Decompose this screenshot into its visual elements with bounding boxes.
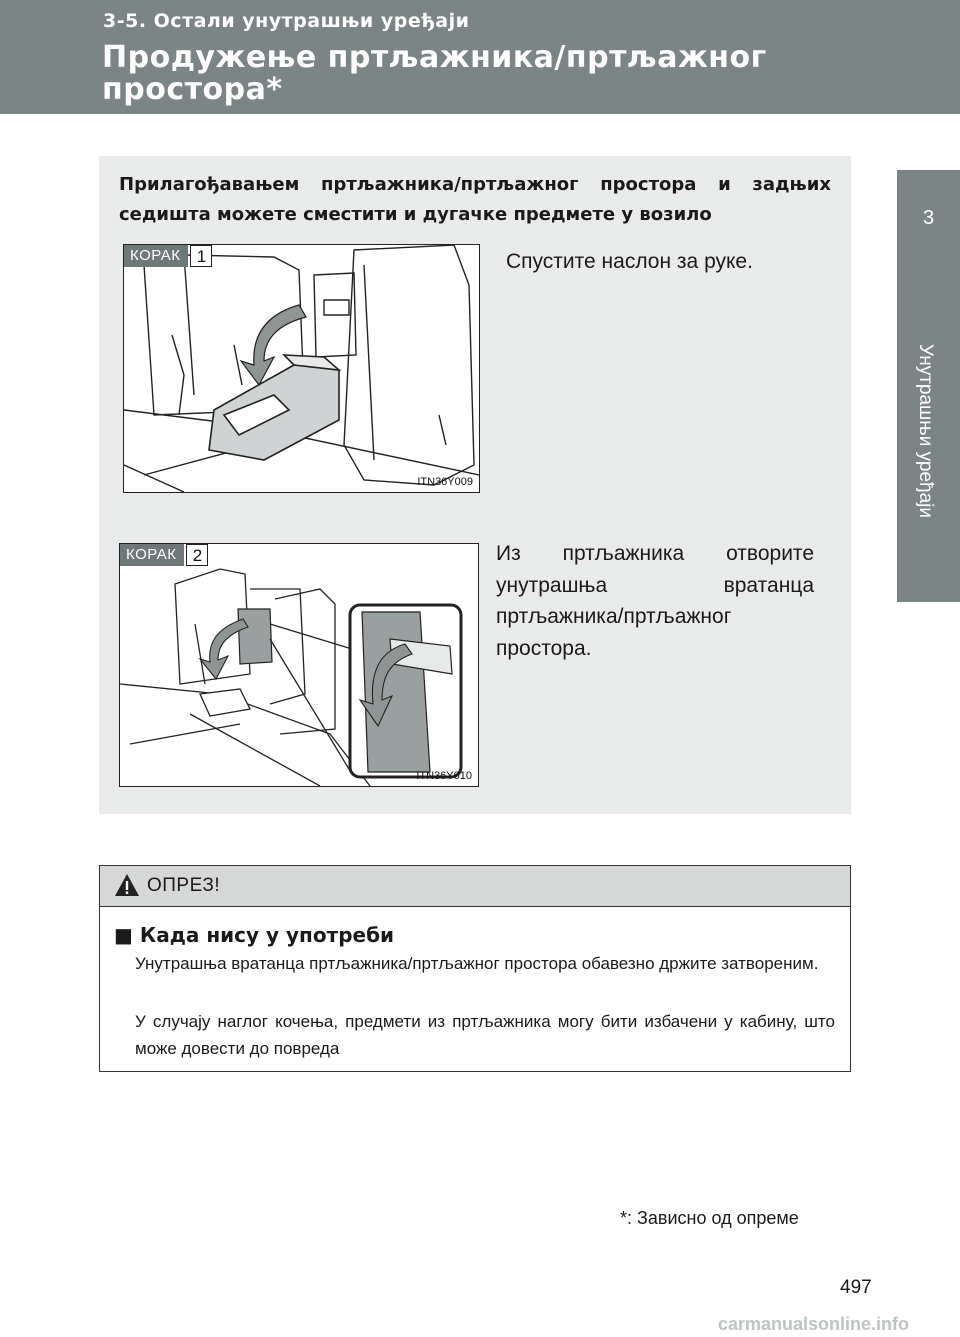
page-title-line1: Продужење пртљажника/пртљажног <box>102 40 767 75</box>
page-number: 497 <box>840 1277 872 1298</box>
step2-badge <box>120 544 208 566</box>
caution-box <box>99 865 851 1072</box>
page-title <box>102 42 767 106</box>
page-header <box>0 0 960 114</box>
step2-image-code: ITN36Y010 <box>416 770 472 782</box>
step1-illustration <box>123 244 480 493</box>
caution-paragraph-2: У случају наглог кочења, предмети из пртљажника могу бити избачени у кабину, што може довести до повреда <box>135 1012 835 1058</box>
step1-label: КОРАК <box>124 245 188 267</box>
chapter-label: Унутрашњи уређаји <box>915 343 936 518</box>
step2-number: 2 <box>186 544 208 566</box>
step2-text: Из пртљажника отворите унутрашња вратанца пртљажника/пртљажног простора. <box>496 542 814 660</box>
caution-subheading <box>114 923 394 947</box>
caution-subheading-text: Када нису у употреби <box>139 923 395 947</box>
chapter-tab <box>897 170 960 602</box>
step2-illustration <box>119 543 479 787</box>
watermark: carmanualsonline.info <box>718 1314 910 1334</box>
armrest-fold-drawing <box>124 245 479 492</box>
caution-header <box>100 866 850 907</box>
square-bullet-icon: ■ <box>114 923 133 947</box>
footnote: *: Зависно од опреме <box>620 1208 799 1228</box>
step2-label: КОРАК <box>120 544 184 566</box>
step1-image-code: ITN36Y009 <box>417 476 473 488</box>
step1-text: Спустите наслон за руке. <box>506 250 753 273</box>
warning-icon <box>114 873 140 897</box>
intro-text: Прилагођавањем пртљажника/пртљажног простора и задњих седишта можете сместити и дугачке предмете у возило <box>119 174 831 225</box>
page-title-line2: простора* <box>102 72 283 107</box>
step1-number: 1 <box>190 245 212 267</box>
step1-badge <box>124 245 212 267</box>
chapter-number: 3 <box>922 207 935 229</box>
section-title: 3-5. Остали унутрашњи уређаји <box>103 10 470 32</box>
trunk-door-drawing <box>120 544 478 786</box>
caution-title: ОПРЕЗ! <box>147 875 221 896</box>
caution-paragraph-1: Унутрашња вратанца пртљажника/пртљажног простора обавезно држите затвореним. <box>135 954 819 973</box>
